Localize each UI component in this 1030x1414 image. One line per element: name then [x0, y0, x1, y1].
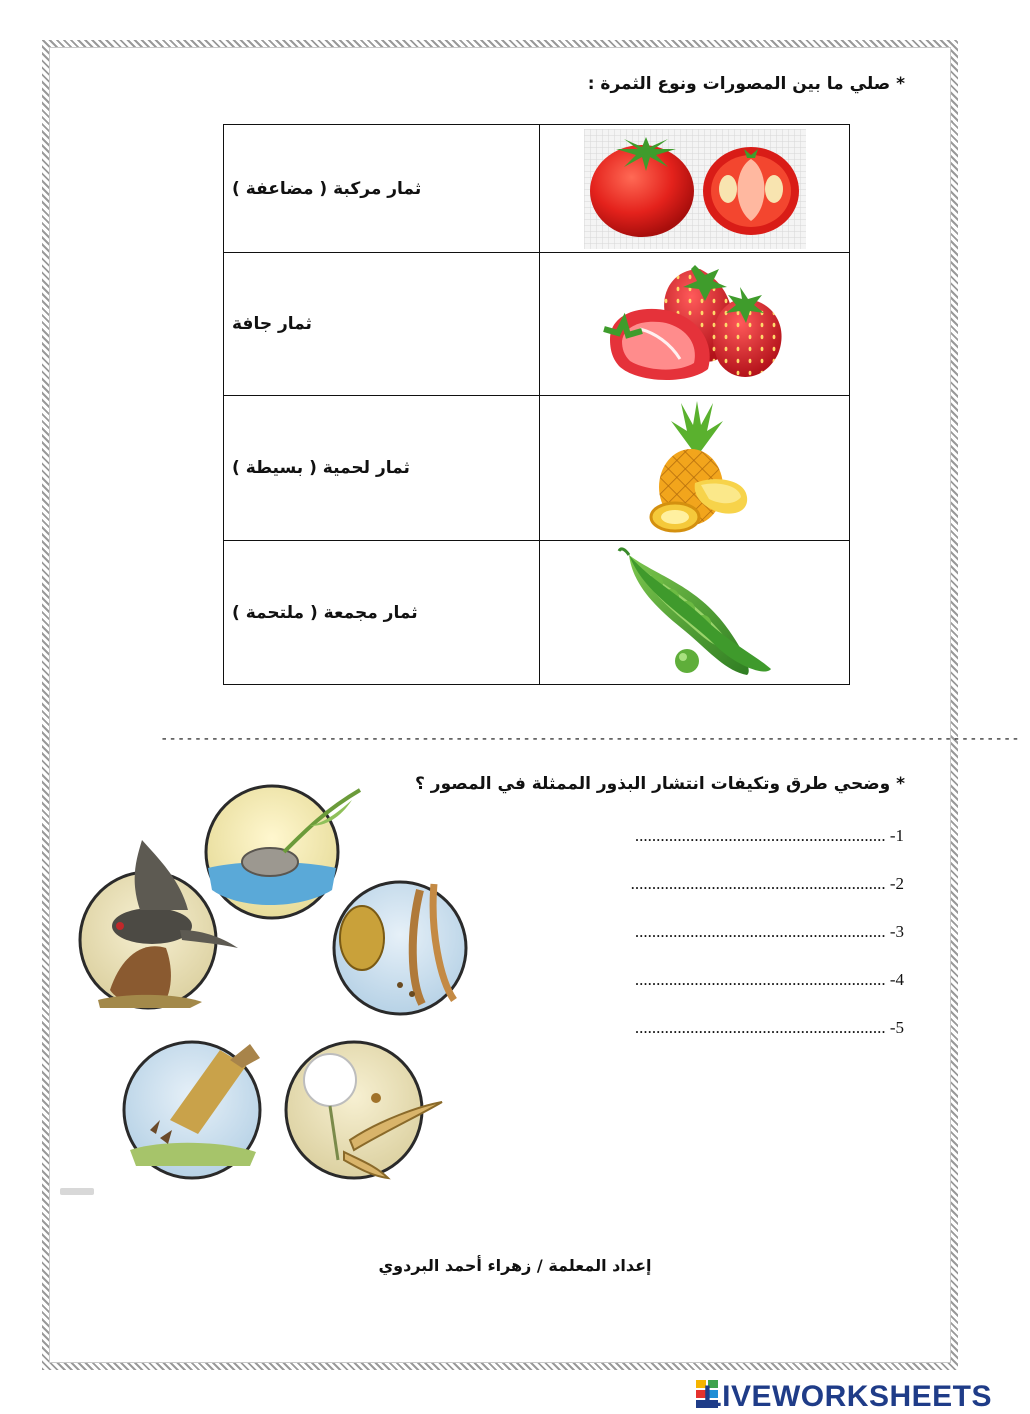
picture-cell: [540, 541, 850, 685]
fruit-type-label[interactable]: ثمار مركبة ( مضاعفة ): [232, 178, 422, 199]
pea-pod-image[interactable]: [615, 545, 775, 680]
fruit-type-cell: [224, 396, 540, 541]
answer-line-3[interactable]: ........................................................... -3: [634, 922, 904, 941]
fruit-type-label[interactable]: ثمار جافة: [232, 314, 312, 334]
matching-table: [223, 124, 850, 685]
explosive-dispersal-circle: [334, 882, 466, 1014]
fruit-type-label[interactable]: ثمار مجمعة ( ملتحمة ): [232, 602, 418, 623]
pineapple-image[interactable]: [635, 401, 755, 536]
answer-line-5[interactable]: ........................................................... -5: [634, 1018, 904, 1037]
teacher-credit: إعداد المعلمة / زهراء أحمد البردوي: [378, 1256, 652, 1275]
picture-cell: [540, 396, 850, 541]
image-watermark-tag: [60, 1188, 94, 1195]
section-separator: ------------------------------------------------------------------------------------------------------: [160, 731, 1020, 747]
picture-cell: [540, 253, 850, 396]
fruit-type-cell: [224, 253, 540, 396]
question-1-title: * صلي ما بين المصورات ونوع الثمرة :: [587, 74, 905, 94]
liveworksheets-brand[interactable]: LIVEWORKSHEETS: [703, 1380, 992, 1413]
answer-line-2[interactable]: ............................................................ -2: [630, 874, 904, 893]
fruit-type-label[interactable]: ثمار لحمية ( بسيطة ): [232, 458, 410, 478]
wind-dispersal-circle: [286, 1042, 442, 1178]
picture-cell: [540, 125, 850, 253]
table-row: [224, 253, 850, 396]
table-row: [224, 125, 850, 253]
fruit-type-cell: [224, 125, 540, 253]
table-row: [224, 396, 850, 541]
seed-dispersal-illustration: [70, 780, 490, 1190]
strawberry-image[interactable]: [600, 259, 790, 389]
tomato-image[interactable]: [584, 129, 806, 249]
fruit-type-cell: [224, 541, 540, 685]
answer-line-1[interactable]: ........................................................... -1: [634, 826, 904, 845]
hook-dispersal-circle: [124, 1042, 260, 1178]
question-2-title: * وضحي طرق وتكيفات انتشار البذور الممثلة في المصور ؟: [415, 774, 905, 794]
answer-line-4[interactable]: ........................................................... -4: [634, 970, 904, 989]
water-dispersal-circle: [206, 786, 360, 918]
table-row: [224, 541, 850, 685]
